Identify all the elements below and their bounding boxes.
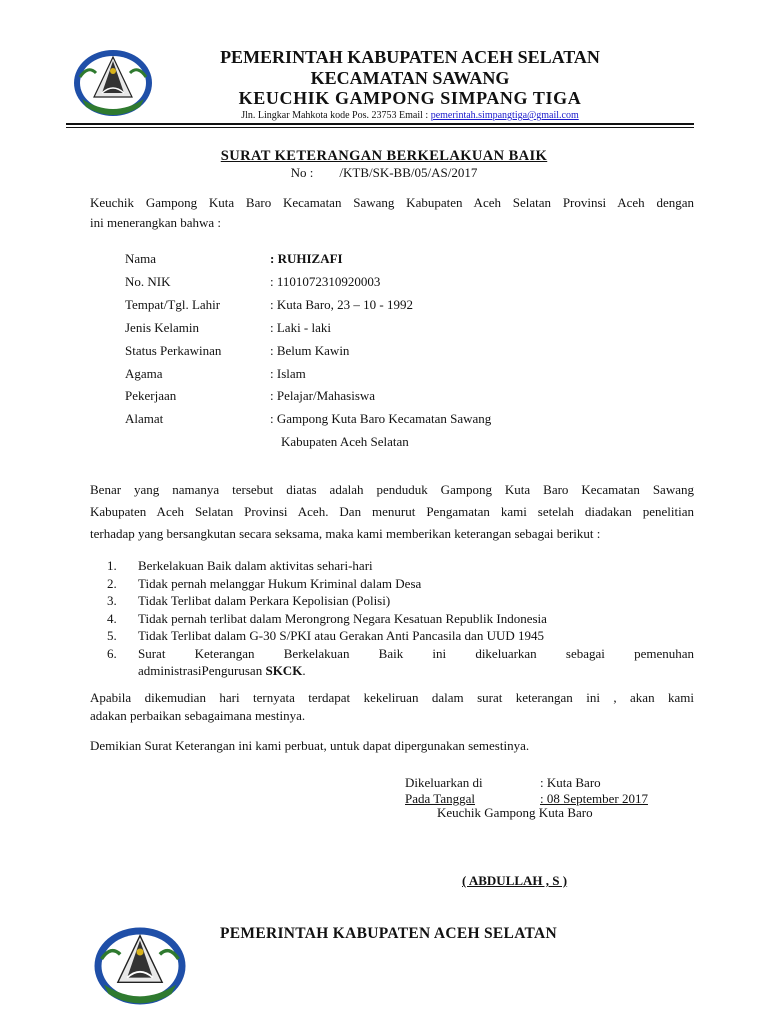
list-item: 1. Berkelakuan Baik dalam aktivitas sehari-hari	[107, 558, 373, 573]
letter-number: No : /KTB/SK-BB/05/AS/2017	[290, 165, 478, 180]
next-page-header: PEMERINTAH KABUPATEN ACEH SELATAN	[220, 925, 558, 942]
field-value: : Kuta Baro, 23 – 10 - 1992	[270, 297, 413, 312]
regency-logo-next-page	[92, 924, 188, 1008]
issue-date-label: Pada Tanggal	[405, 791, 475, 806]
header-rule-thick	[66, 123, 694, 125]
field-label: Jenis Kelamin	[125, 320, 200, 335]
issued-place-label: Dikeluarkan di	[405, 775, 483, 790]
signer-position: Keuchik Gampong Kuta Baro	[437, 805, 593, 820]
header-line-1: PEMERINTAH KABUPATEN ACEH SELATAN	[220, 47, 600, 67]
list-item: 2. Tidak pernah melanggar Hukum Kriminal dalam Desa	[107, 575, 422, 591]
field-label: Tempat/Tgl. Lahir	[125, 297, 221, 312]
header-line-2: KECAMATAN SAWANG	[310, 68, 510, 88]
field-label: Nama	[125, 251, 157, 266]
statement-list	[107, 557, 694, 680]
letter-title: SURAT KETERANGAN BERKELAKUAN BAIK	[220, 148, 548, 164]
list-item: 3. Tidak Terlibat dalam Perkara Kepolisian (Polisi)	[107, 593, 391, 608]
closing-paragraph: Apabila dikemudian hari ternyata terdapat kekeliruan dalam surat keterangan ini , akan kami adakan perbaikan sebagaimana mestinya.	[90, 690, 694, 723]
issued-place-value: : Kuta Baro	[540, 775, 601, 790]
field-label: Agama	[125, 366, 163, 381]
closing-sentence: Demikian Surat Keterangan ini kami perbuat, untuk dapat dipergunakan semestinya.	[90, 738, 530, 753]
field-value-continued: Kabupaten Aceh Selatan	[281, 434, 409, 449]
list-item: 6. Surat Keterangan Berkelakuan Baik ini dikeluarkan sebagai pemenuhan administrasiPengurusan SKCK.	[107, 645, 694, 678]
header-line-3: KEUCHIK GAMPONG SIMPANG TIGA	[238, 88, 582, 108]
field-label: No. NIK	[125, 274, 171, 289]
field-value: : Islam	[270, 366, 306, 381]
header-rule-thin	[66, 127, 694, 128]
field-value: : 1101072310920003	[270, 274, 381, 289]
issue-date-value: : 08 September 2017	[540, 791, 648, 806]
field-value: : Gampong Kuta Baro Kecamatan Sawang	[270, 411, 492, 426]
field-value: : RUHIZAFI	[270, 251, 343, 266]
field-label: Status Perkawinan	[125, 343, 222, 358]
email-link[interactable]: pemerintah.simpangtiga@gmail.com	[430, 110, 579, 121]
signer-name: ( ABDULLAH , S )	[462, 873, 568, 888]
field-value: : Pelajar/Mahasiswa	[270, 388, 376, 403]
list-item: 5. Tidak Terlibat dalam G-30 S/PKI atau Gerakan Anti Pancasila dan UUD 1945	[107, 628, 544, 643]
field-value: : Belum Kawin	[270, 343, 350, 358]
field-label: Pekerjaan	[125, 388, 177, 403]
field-value: : Laki - laki	[270, 320, 332, 335]
field-label: Alamat	[125, 411, 164, 426]
intro-paragraph: Keuchik Gampong Kuta Baro Kecamatan Sawang Kabupaten Aceh Selatan Provinsi Aceh dengan ini menerangkan bahwa :	[90, 195, 694, 230]
statement-paragraph: Benar yang namanya tersebut diatas adalah penduduk Gampong Kuta Baro Kecamatan Sawang Kabupaten Aceh Selatan Provinsi Aceh. Dan menurut Pengamatan kami setelah diadakan penelitian terhadap yang bersangkutan secara seksama, maka kami memberikan keterangan sebagai berikut :	[90, 482, 694, 541]
header-address: Jln. Lingkar Mahkota kode Pos. 23753 Email : pemerintah.simpangtiga@gmail.com	[241, 110, 579, 121]
list-item: 4. Tidak pernah terlibat dalam Merongrong Negara Kesatuan Republik Indonesia	[107, 610, 547, 626]
regency-logo	[72, 47, 154, 119]
